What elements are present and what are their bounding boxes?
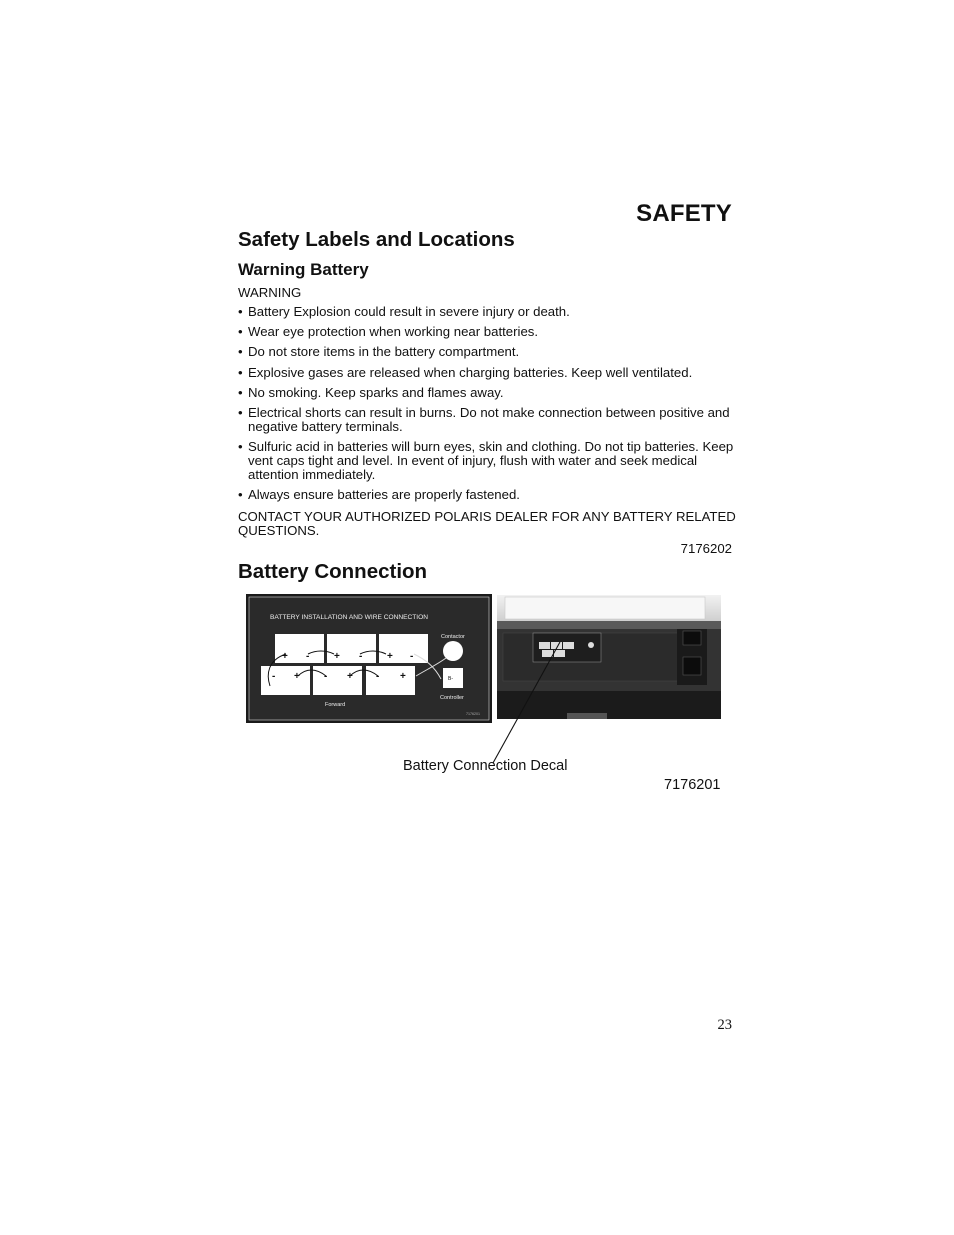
battery-decal-illustration: [246, 594, 492, 723]
battery-cell: [366, 666, 415, 695]
warning-part-number: 7176202: [680, 541, 732, 556]
bullet-item: • Sulfuric acid in batteries will burn eyes, skin and clothing. Do not tip batteries. Keep vent caps tight and level. In event of injury, flush with water and seek medical attention immediately.: [238, 440, 738, 482]
battery-top: [567, 713, 607, 719]
page-number: 23: [717, 1017, 732, 1033]
bullet-item: • Electrical shorts can result in burns. Do not make connection between positive and negative battery terminals.: [238, 406, 738, 434]
svg-text:+: +: [282, 651, 288, 662]
svg-text:+: +: [294, 671, 300, 682]
bullet-item: • Explosive gases are released when charging batteries. Keep well ventilated.: [238, 366, 738, 380]
svg-text:-: -: [324, 671, 328, 682]
page-heading: Safety Labels and Locations: [238, 228, 515, 251]
contactor-label: Contactor: [441, 634, 465, 640]
bullet-item: • No smoking. Keep sparks and flames away.: [238, 386, 738, 400]
contactor-symbol: [443, 641, 463, 661]
latch: [683, 631, 701, 645]
bullet-item: • Wear eye protection when working near batteries.: [238, 325, 738, 339]
bullet-item: • Always ensure batteries are properly fastened.: [238, 488, 738, 502]
bullet-item: • Battery Explosion could result in severe injury or death.: [238, 305, 738, 319]
seat-cushion: [505, 597, 705, 619]
controller-symbol: [443, 668, 463, 688]
battery-connection-heading: Battery Connection: [238, 560, 428, 583]
warning-label: WARNING: [238, 285, 302, 300]
controller-terminal-label: B-: [448, 676, 453, 682]
seat-edge: [497, 621, 721, 629]
section-title: SAFETY: [636, 200, 732, 227]
subheading-warning-battery: Warning Battery: [238, 260, 369, 279]
bullet-item: • Do not store items in the battery compartment.: [238, 345, 738, 359]
svg-text:+: +: [334, 651, 340, 662]
svg-text:-: -: [272, 671, 276, 682]
svg-text:-: -: [410, 651, 414, 662]
decal-part-number: 7176201: [466, 712, 480, 716]
battery-cell: [313, 666, 362, 695]
forward-label: Forward: [325, 702, 346, 708]
dealer-contact-text: CONTACT YOUR AUTHORIZED POLARIS DEALER FOR ANY BATTERY RELATED QUESTIONS.: [238, 509, 736, 538]
svg-text:-: -: [376, 671, 380, 682]
svg-text:+: +: [387, 651, 393, 662]
svg-text:+: +: [400, 671, 406, 682]
decal-callout-label: Battery Connection Decal: [403, 758, 568, 774]
latch: [683, 657, 701, 675]
battery-row-top: [275, 634, 428, 663]
battery-row-bottom: [261, 666, 415, 695]
callout-leader-line: [480, 640, 570, 765]
controller-label: Controller: [440, 695, 464, 701]
svg-text:+: +: [347, 671, 353, 682]
svg-text:-: -: [306, 651, 310, 662]
warning-bullet-list: [238, 305, 738, 509]
decal-title: BATTERY INSTALLATION AND WIRE CONNECTION: [270, 614, 429, 621]
decal-contactor: [588, 642, 594, 648]
figure-part-number: 7176201: [664, 777, 721, 793]
svg-text:-: -: [359, 651, 363, 662]
